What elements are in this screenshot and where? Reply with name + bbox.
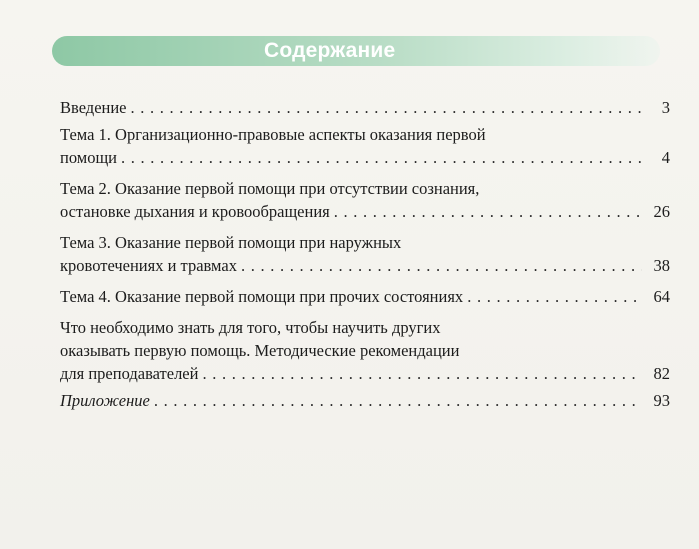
toc-entry-title: остановке дыхания и кровообращения: [60, 202, 330, 221]
toc-page-number: 3: [661, 98, 670, 117]
dot-leader: [154, 389, 642, 412]
page-title: Содержание: [264, 39, 396, 62]
toc-entry-title: Тема 4. Оказание первой помощи при прочих состояниях: [60, 287, 464, 306]
dot-leader: [121, 146, 642, 169]
dot-leader: [334, 200, 642, 223]
toc-entry-title: Введение: [60, 98, 127, 117]
toc-page-number: 4: [661, 148, 670, 167]
toc-entry-title: кровотечениях и травмах: [60, 256, 237, 275]
toc-entry-title: помощи: [60, 148, 117, 167]
toc-entry-title-line: Что необходимо знать для того, чтобы научить других: [60, 318, 441, 337]
toc-entry-introduction[interactable]: [60, 96, 670, 119]
toc-entry-title: для преподавателей: [60, 364, 199, 383]
toc-entry-topic-1[interactable]: [60, 123, 670, 169]
toc-entry-topic-4[interactable]: [60, 285, 670, 308]
toc-entry-topic-2[interactable]: [60, 177, 670, 223]
toc-entry-title-line: Тема 3. Оказание первой помощи при наружных: [60, 233, 402, 252]
toc-page-number: 38: [653, 256, 670, 275]
toc-entry-title-line: Тема 2. Оказание первой помощи при отсутствии сознания,: [60, 179, 480, 198]
table-of-contents: [60, 96, 670, 412]
toc-entry-topic-3[interactable]: [60, 231, 670, 277]
toc-entry-title-line: Тема 1. Организационно-правовые аспекты оказания первой: [60, 125, 486, 144]
toc-entry-title: Приложение: [60, 391, 150, 410]
toc-page-number: 26: [653, 202, 670, 221]
dot-leader: [131, 96, 642, 119]
toc-page-number: 93: [653, 391, 670, 410]
toc-entry-teaching-guide[interactable]: [60, 316, 670, 385]
toc-page-number: 82: [653, 364, 670, 383]
toc-page-number: 64: [653, 287, 670, 306]
dot-leader: [241, 254, 642, 277]
dot-leader: [202, 362, 642, 385]
toc-entry-appendix[interactable]: [60, 389, 670, 412]
dot-leader: [467, 285, 642, 308]
toc-entry-title-line: оказывать первую помощь. Методические рекомендации: [60, 341, 460, 360]
